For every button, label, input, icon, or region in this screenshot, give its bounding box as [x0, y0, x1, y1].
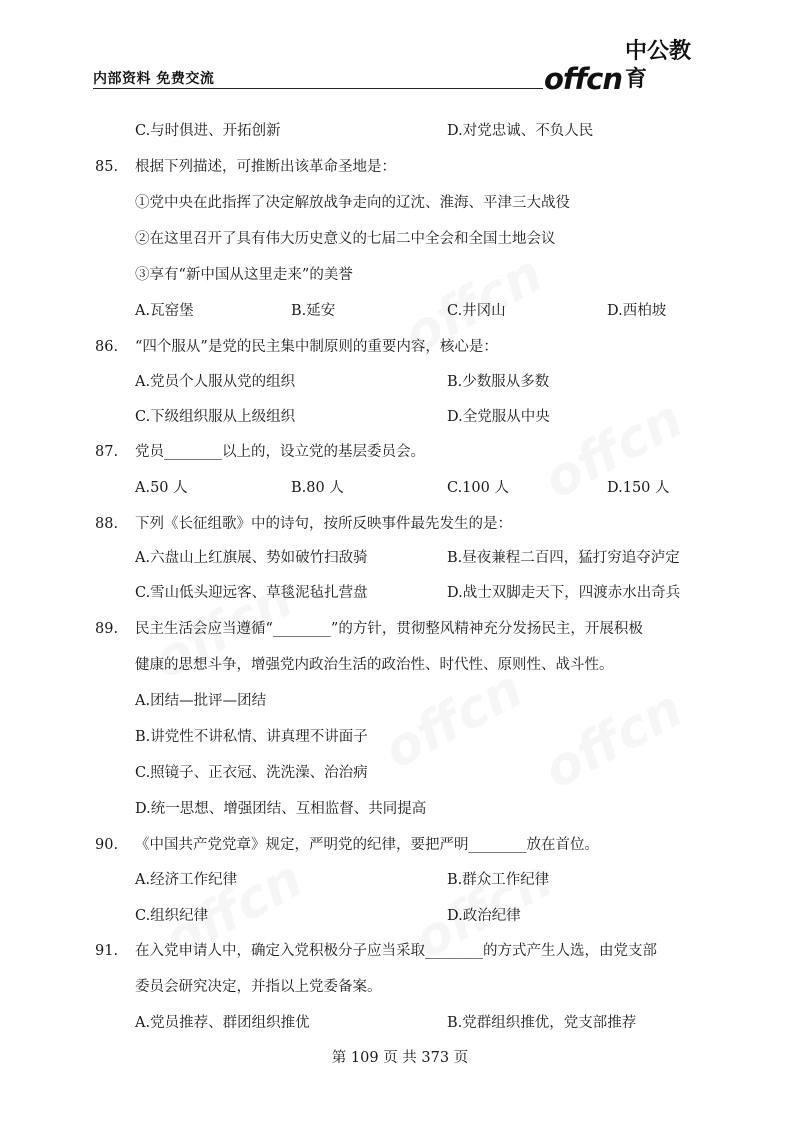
q86-stem: “四个服从”是党的民主集中制原则的重要内容，核心是： — [135, 339, 498, 355]
q88-number: 88. — [95, 516, 119, 532]
page-header — [93, 39, 705, 96]
q90-option-c: C.组织纪律 — [135, 908, 209, 924]
q89-option-d: D.统一思想、增强团结、互相监督、共同提高 — [135, 801, 427, 817]
q91-option-b: B.党群组织推优，党支部推荐 — [447, 1015, 637, 1031]
q84-option-c: C.与时俱进、开拓创新 — [135, 123, 281, 139]
logo-chinese: 中公教育 — [625, 39, 692, 92]
q90-stem: 《中国共产党党章》规定，严明党的纪律，要把严明________放在首位。 — [135, 837, 599, 853]
q89-option-c: C.照镜子、正衣冠、洗洗澡、治治病 — [135, 765, 368, 781]
q91-number: 91. — [95, 943, 119, 959]
q87-option-a: A.50 人 — [135, 480, 188, 496]
q86-option-d: D.全党服从中央 — [447, 409, 550, 425]
q85-option-a: A.瓦窑堡 — [135, 303, 194, 319]
q85-option-c: C.井冈山 — [447, 303, 506, 319]
q89-stem-line-1: 民主生活会应当遵循“________”的方针，贯彻整风精神充分发扬民主，开展积极 — [135, 621, 643, 637]
q88-stem: 下列《长征组歌》中的诗句，按所反映事件最先发生的是： — [135, 516, 512, 532]
q89-number: 89. — [95, 621, 119, 637]
q88-option-d: D.战士双脚走天下，四渡赤水出奇兵 — [447, 585, 681, 601]
q88-option-c: C.雪山低头迎远客、草毯泥毡扎营盘 — [135, 585, 368, 601]
q90-option-a: A.经济工作纪律 — [135, 872, 238, 888]
q86-number: 86. — [95, 339, 119, 355]
q85-clue-2: ②在这里召开了具有伟大历史意义的七届二中全会和全国土地会议 — [135, 231, 556, 247]
q87-option-c: C.100 人 — [447, 480, 509, 496]
q86-option-b: B.少数服从多数 — [447, 374, 550, 390]
q91-option-a: A.党员推荐、群团组织推优 — [135, 1015, 310, 1031]
q85-option-d: D.西柏坡 — [607, 303, 667, 319]
q84-option-d: D.对党忠诚、不负人民 — [447, 123, 594, 139]
q89-option-a: A.团结—批评—团结 — [135, 693, 267, 709]
header-label: 内部资料 免费交流 — [93, 71, 215, 87]
header-rule — [93, 88, 543, 89]
q86-option-c: C.下级组织服从上级组织 — [135, 409, 296, 425]
page-number-footer: 第 109 页 共 373 页 — [331, 1050, 469, 1066]
q86-option-a: A.党员个人服从党的组织 — [135, 374, 296, 390]
q89-stem-line-2: 健康的思想斗争，增强党内政治生活的政治性、时代性、原则性、战斗性。 — [135, 657, 614, 673]
q88-option-a: A.六盘山上红旗展、势如破竹扫敌骑 — [135, 550, 368, 566]
q87-stem: 党员________以上的，设立党的基层委员会。 — [135, 444, 425, 460]
logo-latin: offcn — [544, 62, 622, 96]
watermark-5 — [535, 679, 693, 801]
q90-option-d: D.政治纪律 — [447, 908, 521, 924]
q90-option-b: B.群众工作纪律 — [447, 872, 550, 888]
q87-option-b: B.80 人 — [291, 480, 344, 496]
q89-option-b: B.讲党性不讲私情、讲真理不讲面子 — [135, 729, 368, 745]
q88-option-b: B.昼夜兼程二百四，猛打穷追夺泸定 — [447, 550, 680, 566]
q85-stem: 根据下列描述，可推断出该革命圣地是： — [135, 159, 396, 175]
q85-clue-3: ③享有“新中国从这里走来”的美誉 — [135, 267, 353, 283]
watermark-3 — [375, 659, 533, 781]
q87-number: 87. — [95, 444, 119, 460]
q87-option-d: D.150 人 — [607, 480, 670, 496]
q91-stem-line-1: 在入党申请人中，确定入党积极分子应当采取________的方式产生人选，由党支部 — [135, 943, 657, 959]
q85-number: 85. — [95, 159, 119, 175]
q85-option-b: B.延安 — [291, 303, 336, 319]
q85-clue-1: ①党中央在此指挥了决定解放战争走向的辽沈、淮海、平津三大战役 — [135, 195, 570, 211]
q90-number: 90. — [95, 837, 119, 853]
offcn-logo — [544, 39, 705, 96]
q91-stem-line-2: 委员会研究决定，并指以上党委备案。 — [135, 979, 382, 995]
